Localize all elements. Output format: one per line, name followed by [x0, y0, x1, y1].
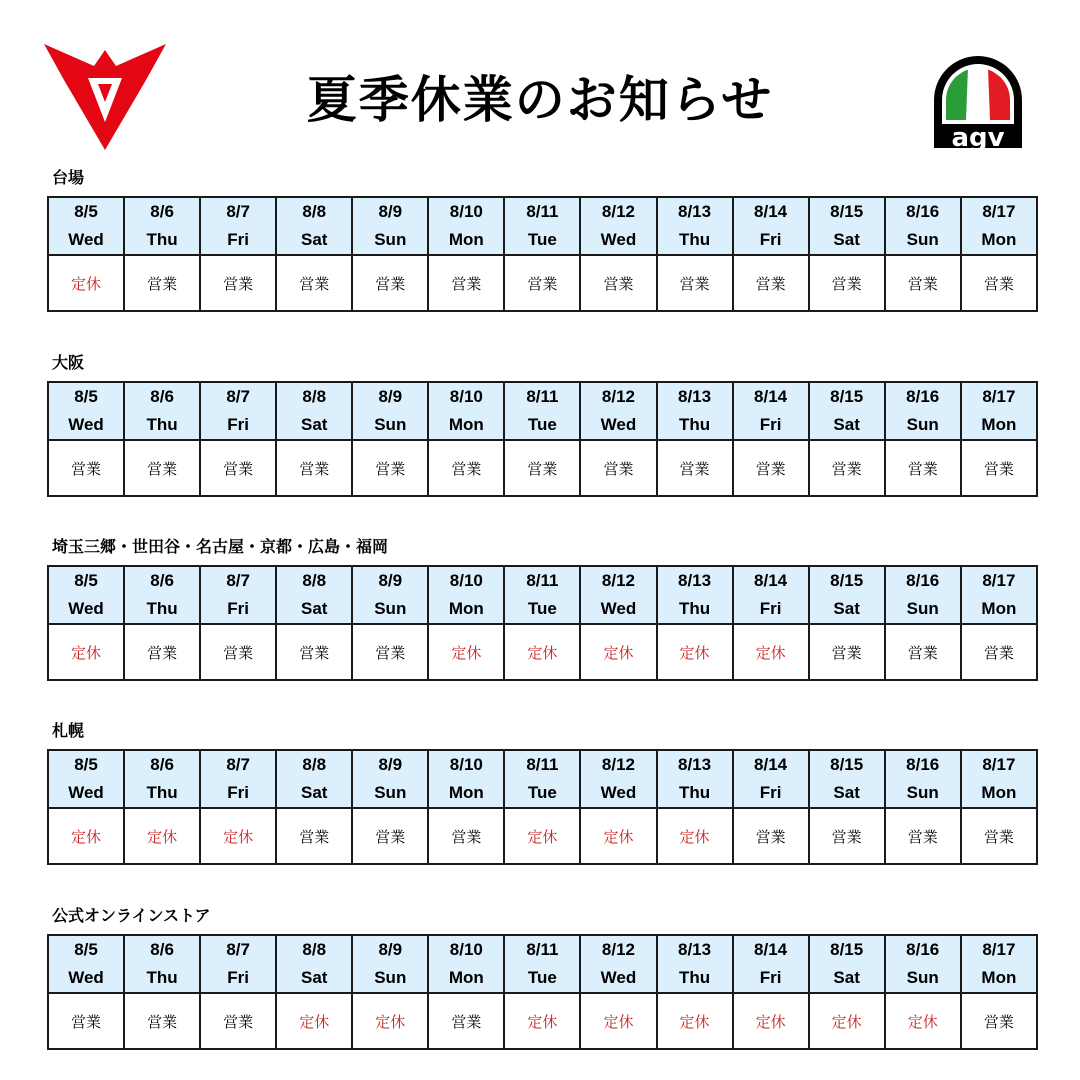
weekday-label: Sat	[300, 230, 328, 249]
status-open: 営業	[352, 808, 428, 864]
schedule-section	[47, 904, 1038, 1050]
weekday-label: Sat	[833, 783, 860, 802]
status-closed: 定休	[580, 624, 656, 680]
date-label: 8/9	[378, 571, 403, 590]
date-label: 8/6	[150, 755, 174, 774]
weekday-label: Sun	[906, 783, 939, 802]
date-header-cell	[48, 566, 124, 624]
weekday-label: Tue	[527, 415, 557, 434]
date-label: 8/16	[906, 755, 940, 774]
date-header-cell	[961, 750, 1037, 808]
status-open: 営業	[809, 624, 885, 680]
date-label: 8/16	[906, 940, 940, 959]
weekday-label: Tue	[527, 599, 557, 618]
status-row	[48, 440, 1037, 496]
date-header-cell	[961, 566, 1037, 624]
weekday-label: Wed	[600, 783, 637, 802]
status-closed: 定休	[580, 808, 656, 864]
date-header-cell	[124, 197, 200, 255]
date-header-cell	[504, 935, 580, 993]
status-closed: 定休	[504, 624, 580, 680]
status-closed: 定休	[657, 993, 733, 1049]
status-row	[48, 808, 1037, 864]
weekday-label: Mon	[981, 599, 1017, 618]
weekday-label: Wed	[68, 968, 104, 987]
date-header-cell	[48, 382, 124, 440]
date-header-cell	[428, 382, 504, 440]
status-open: 営業	[961, 624, 1037, 680]
date-header-cell	[580, 197, 656, 255]
status-row	[48, 993, 1037, 1049]
weekday-label: Tue	[527, 968, 557, 987]
weekday-label: Fri	[759, 415, 782, 434]
section-title: 台場	[52, 168, 85, 187]
status-open: 営業	[124, 440, 200, 496]
date-header-cell	[124, 382, 200, 440]
date-header-cell	[885, 935, 961, 993]
weekday-label: Tue	[527, 230, 557, 249]
date-header-cell	[885, 566, 961, 624]
date-label: 8/7	[226, 202, 250, 221]
date-header-cell	[276, 566, 352, 624]
status-open: 営業	[961, 255, 1037, 311]
status-closed: 定休	[733, 624, 809, 680]
date-header-cell	[580, 750, 656, 808]
status-closed: 定休	[276, 993, 352, 1049]
date-header-cell	[124, 935, 200, 993]
weekday-label: Mon	[981, 783, 1017, 802]
date-header-cell	[657, 750, 733, 808]
date-header-cell	[733, 566, 809, 624]
weekday-label: Mon	[448, 599, 484, 618]
status-open: 営業	[428, 993, 504, 1049]
status-closed: 定休	[200, 808, 276, 864]
weekday-label: Sun	[906, 415, 939, 434]
status-open: 営業	[124, 993, 200, 1049]
weekday-label: Mon	[448, 968, 484, 987]
date-label: 8/14	[754, 755, 788, 774]
date-label: 8/9	[378, 940, 403, 959]
schedule-table	[47, 565, 1038, 681]
date-header-cell	[124, 566, 200, 624]
date-label: 8/11	[526, 940, 559, 959]
date-label: 8/8	[302, 202, 327, 221]
status-open: 営業	[657, 255, 733, 311]
date-label: 8/7	[226, 940, 250, 959]
date-label: 8/6	[150, 940, 174, 959]
date-label: 8/5	[74, 755, 98, 774]
date-header-cell	[352, 197, 428, 255]
status-open: 営業	[48, 993, 124, 1049]
agv-logo-text: agv	[951, 123, 1005, 153]
date-header-cell	[276, 382, 352, 440]
status-closed: 定休	[733, 993, 809, 1049]
weekday-label: Thu	[678, 968, 711, 987]
status-open: 営業	[48, 440, 124, 496]
date-header-cell	[504, 566, 580, 624]
date-label: 8/14	[754, 571, 788, 590]
status-open: 営業	[428, 440, 504, 496]
date-label: 8/7	[226, 387, 250, 406]
date-header-cell	[276, 750, 352, 808]
date-label: 8/16	[906, 571, 940, 590]
date-label: 8/5	[74, 571, 98, 590]
status-open: 営業	[124, 255, 200, 311]
weekday-label: Sun	[374, 230, 407, 249]
weekday-label: Thu	[678, 230, 711, 249]
date-header-cell	[885, 750, 961, 808]
status-closed: 定休	[580, 993, 656, 1049]
status-closed: 定休	[504, 993, 580, 1049]
status-closed: 定休	[48, 255, 124, 311]
date-label: 8/7	[226, 755, 250, 774]
weekday-label: Sun	[906, 230, 939, 249]
section-title: 大阪	[52, 353, 85, 372]
status-open: 営業	[124, 624, 200, 680]
weekday-label: Tue	[527, 783, 557, 802]
weekday-label: Sun	[374, 968, 407, 987]
weekday-label: Fri	[759, 230, 782, 249]
status-closed: 定休	[657, 624, 733, 680]
date-label: 8/15	[830, 387, 864, 406]
schedule-table	[47, 749, 1038, 865]
date-label: 8/9	[378, 387, 403, 406]
section-title: 公式オンラインストア	[52, 906, 211, 925]
date-header-cell	[961, 197, 1037, 255]
date-header-row	[48, 750, 1037, 808]
status-open: 営業	[276, 255, 352, 311]
date-label: 8/8	[302, 387, 327, 406]
schedule-table	[47, 381, 1038, 497]
schedule-section	[47, 351, 1038, 497]
weekday-label: Thu	[146, 783, 178, 802]
date-label: 8/15	[830, 755, 864, 774]
date-label: 8/6	[150, 202, 174, 221]
date-label: 8/15	[830, 571, 864, 590]
status-open: 営業	[809, 440, 885, 496]
date-header-cell	[504, 197, 580, 255]
date-label: 8/5	[74, 940, 98, 959]
date-label: 8/5	[74, 387, 98, 406]
status-open: 営業	[657, 440, 733, 496]
schedule-table	[47, 196, 1038, 312]
date-label: 8/8	[302, 755, 327, 774]
weekday-label: Sat	[833, 968, 860, 987]
status-open: 営業	[352, 624, 428, 680]
date-label: 8/13	[677, 202, 712, 221]
date-label: 8/10	[449, 387, 483, 406]
weekday-label: Sat	[300, 415, 328, 434]
status-open: 営業	[200, 624, 276, 680]
weekday-label: Wed	[600, 230, 637, 249]
weekday-label: Fri	[227, 230, 250, 249]
date-label: 8/17	[982, 571, 1016, 590]
weekday-label: Mon	[981, 415, 1017, 434]
status-open: 営業	[504, 255, 580, 311]
date-header-cell	[809, 382, 885, 440]
section-title: 札幌	[52, 721, 85, 740]
date-header-cell	[428, 750, 504, 808]
date-header-cell	[124, 750, 200, 808]
weekday-label: Wed	[68, 230, 104, 249]
status-closed: 定休	[809, 993, 885, 1049]
date-header-cell	[428, 197, 504, 255]
date-header-row	[48, 566, 1037, 624]
date-label: 8/14	[754, 202, 788, 221]
date-label: 8/11	[526, 755, 559, 774]
status-open: 営業	[733, 255, 809, 311]
weekday-label: Fri	[227, 599, 250, 618]
weekday-label: Sat	[833, 415, 860, 434]
date-label: 8/14	[754, 387, 788, 406]
date-header-cell	[504, 382, 580, 440]
weekday-label: Sat	[833, 230, 860, 249]
date-label: 8/8	[302, 571, 327, 590]
weekday-label: Thu	[146, 599, 178, 618]
status-closed: 定休	[48, 808, 124, 864]
weekday-label: Thu	[146, 968, 178, 987]
date-label: 8/12	[601, 755, 636, 774]
date-header-row	[48, 382, 1037, 440]
status-open: 営業	[200, 993, 276, 1049]
date-header-cell	[504, 750, 580, 808]
date-header-cell	[200, 197, 276, 255]
date-label: 8/8	[302, 940, 327, 959]
status-open: 営業	[580, 440, 656, 496]
status-open: 営業	[961, 993, 1037, 1049]
status-closed: 定休	[428, 624, 504, 680]
weekday-label: Wed	[68, 599, 104, 618]
date-label: 8/10	[449, 202, 483, 221]
status-row	[48, 624, 1037, 680]
status-closed: 定休	[504, 808, 580, 864]
status-open: 営業	[200, 440, 276, 496]
date-label: 8/14	[754, 940, 788, 959]
date-header-cell	[200, 750, 276, 808]
weekday-label: Mon	[448, 415, 484, 434]
weekday-label: Mon	[448, 230, 484, 249]
status-open: 営業	[809, 255, 885, 311]
status-open: 営業	[352, 440, 428, 496]
date-header-cell	[352, 382, 428, 440]
date-header-row	[48, 197, 1037, 255]
weekday-label: Sun	[374, 415, 407, 434]
date-header-cell	[200, 382, 276, 440]
weekday-label: Wed	[600, 599, 637, 618]
date-label: 8/16	[906, 202, 940, 221]
date-label: 8/17	[982, 940, 1016, 959]
date-label: 8/9	[378, 202, 403, 221]
weekday-label: Sat	[833, 599, 860, 618]
date-header-cell	[352, 935, 428, 993]
date-header-cell	[352, 750, 428, 808]
date-header-cell	[961, 935, 1037, 993]
date-label: 8/17	[982, 755, 1016, 774]
date-header-cell	[580, 382, 656, 440]
date-header-cell	[48, 935, 124, 993]
status-closed: 定休	[657, 808, 733, 864]
date-label: 8/13	[677, 387, 712, 406]
weekday-label: Wed	[68, 783, 104, 802]
weekday-label: Sun	[374, 783, 407, 802]
schedule-section	[47, 719, 1038, 865]
date-header-cell	[657, 382, 733, 440]
status-open: 営業	[504, 440, 580, 496]
weekday-label: Thu	[678, 415, 711, 434]
weekday-label: Thu	[146, 230, 178, 249]
weekday-label: Fri	[759, 599, 782, 618]
status-open: 営業	[733, 440, 809, 496]
date-label: 8/13	[677, 755, 712, 774]
date-label: 8/9	[378, 755, 403, 774]
status-open: 営業	[885, 255, 961, 311]
weekday-label: Thu	[678, 599, 711, 618]
date-label: 8/12	[601, 202, 636, 221]
date-header-cell	[961, 382, 1037, 440]
date-label: 8/12	[601, 940, 636, 959]
status-open: 営業	[352, 255, 428, 311]
status-open: 営業	[961, 440, 1037, 496]
status-closed: 定休	[885, 993, 961, 1049]
status-open: 営業	[428, 808, 504, 864]
weekday-label: Sat	[300, 968, 328, 987]
date-header-cell	[809, 935, 885, 993]
status-closed: 定休	[352, 993, 428, 1049]
weekday-label: Wed	[600, 968, 637, 987]
status-open: 営業	[580, 255, 656, 311]
schedule-section	[47, 535, 1038, 681]
date-label: 8/11	[526, 202, 559, 221]
weekday-label: Wed	[68, 415, 104, 434]
date-header-cell	[657, 197, 733, 255]
weekday-label: Sat	[300, 783, 328, 802]
date-header-cell	[200, 566, 276, 624]
date-header-cell	[809, 197, 885, 255]
date-header-cell	[200, 935, 276, 993]
date-header-cell	[276, 197, 352, 255]
date-label: 8/15	[830, 202, 864, 221]
date-header-cell	[733, 750, 809, 808]
weekday-label: Fri	[759, 968, 782, 987]
status-open: 営業	[961, 808, 1037, 864]
status-row	[48, 255, 1037, 311]
status-open: 営業	[276, 624, 352, 680]
date-header-cell	[885, 382, 961, 440]
date-header-cell	[580, 566, 656, 624]
status-open: 営業	[733, 808, 809, 864]
weekday-label: Sun	[906, 599, 939, 618]
date-label: 8/17	[982, 387, 1016, 406]
status-open: 営業	[428, 255, 504, 311]
date-label: 8/10	[449, 940, 483, 959]
date-label: 8/10	[449, 755, 483, 774]
date-label: 8/13	[677, 571, 712, 590]
date-label: 8/11	[526, 387, 559, 406]
date-header-cell	[885, 197, 961, 255]
weekday-label: Sat	[300, 599, 328, 618]
date-header-cell	[428, 935, 504, 993]
date-label: 8/11	[526, 571, 559, 590]
status-open: 営業	[276, 440, 352, 496]
weekday-label: Mon	[981, 968, 1017, 987]
weekday-label: Wed	[600, 415, 637, 434]
date-header-row	[48, 935, 1037, 993]
weekday-label: Thu	[146, 415, 178, 434]
date-header-cell	[48, 750, 124, 808]
date-label: 8/17	[982, 202, 1016, 221]
section-title: 埼玉三郷・世田谷・名古屋・京都・広島・福岡	[52, 537, 389, 556]
date-header-cell	[352, 566, 428, 624]
schedule-section	[47, 166, 1038, 312]
dainese-logo-icon	[42, 40, 168, 152]
status-open: 営業	[885, 624, 961, 680]
weekday-label: Sun	[906, 968, 939, 987]
date-label: 8/10	[449, 571, 483, 590]
date-label: 8/6	[150, 387, 174, 406]
weekday-label: Sun	[374, 599, 407, 618]
date-header-cell	[428, 566, 504, 624]
date-label: 8/13	[677, 940, 712, 959]
status-open: 営業	[200, 255, 276, 311]
weekday-label: Fri	[227, 968, 250, 987]
page-title: 夏季休業のお知らせ	[306, 71, 774, 129]
weekday-label: Fri	[227, 415, 250, 434]
status-open: 営業	[276, 808, 352, 864]
weekday-label: Mon	[448, 783, 484, 802]
weekday-label: Fri	[759, 783, 782, 802]
date-header-cell	[276, 935, 352, 993]
agv-logo-icon	[926, 54, 1030, 158]
date-header-cell	[657, 935, 733, 993]
date-header-cell	[580, 935, 656, 993]
date-header-cell	[48, 197, 124, 255]
date-header-cell	[733, 382, 809, 440]
date-label: 8/15	[830, 940, 864, 959]
date-label: 8/6	[150, 571, 174, 590]
weekday-label: Thu	[678, 783, 711, 802]
status-open: 営業	[885, 440, 961, 496]
date-header-cell	[809, 566, 885, 624]
date-label: 8/12	[601, 387, 636, 406]
date-label: 8/16	[906, 387, 940, 406]
date-header-cell	[657, 566, 733, 624]
status-closed: 定休	[48, 624, 124, 680]
date-header-cell	[809, 750, 885, 808]
status-closed: 定休	[124, 808, 200, 864]
date-label: 8/12	[601, 571, 636, 590]
schedule-table	[47, 934, 1038, 1050]
date-label: 8/7	[226, 571, 250, 590]
status-open: 営業	[809, 808, 885, 864]
date-header-cell	[733, 197, 809, 255]
weekday-label: Mon	[981, 230, 1017, 249]
status-open: 営業	[885, 808, 961, 864]
date-header-cell	[733, 935, 809, 993]
weekday-label: Fri	[227, 783, 250, 802]
date-label: 8/5	[74, 202, 98, 221]
